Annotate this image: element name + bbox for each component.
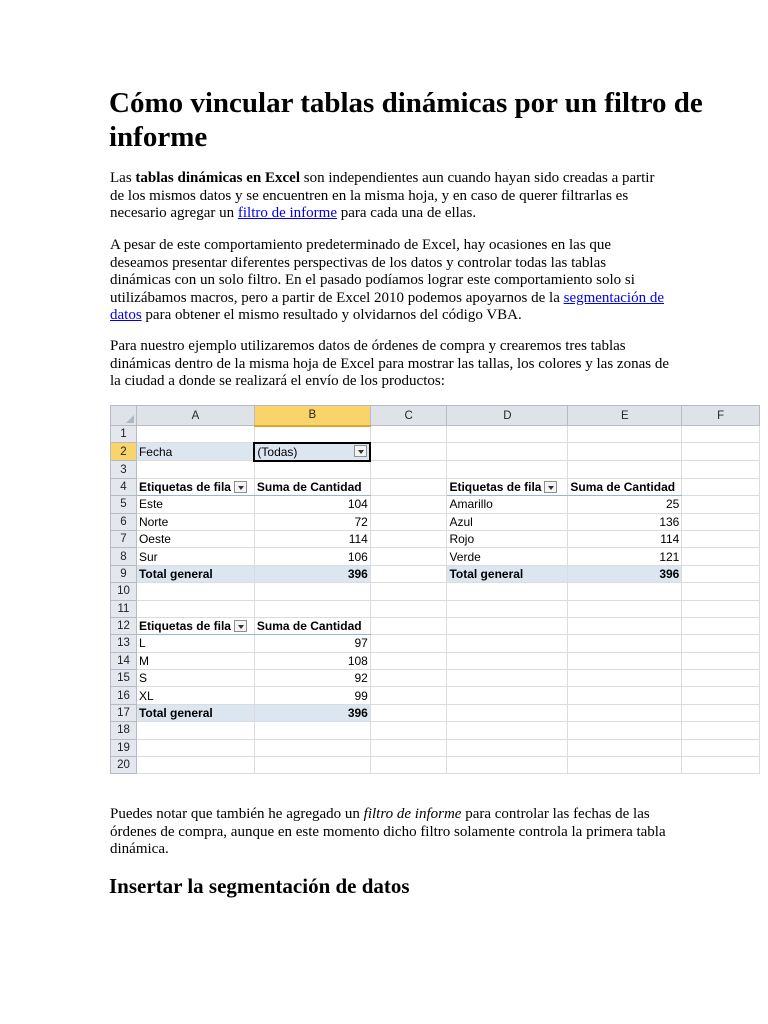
filter-note-paragraph <box>110 806 670 859</box>
table-row <box>111 600 760 617</box>
cell[interactable] <box>447 635 568 652</box>
pivot-zonas-value[interactable]: 104 <box>254 496 370 513</box>
cell[interactable] <box>568 461 682 478</box>
cell[interactable] <box>447 461 568 478</box>
cell[interactable] <box>447 704 568 721</box>
row-number[interactable]: 17 <box>111 704 137 721</box>
cell[interactable] <box>136 600 254 617</box>
cell[interactable] <box>136 461 254 478</box>
table-row <box>111 670 760 687</box>
cell[interactable] <box>370 687 447 704</box>
sheet-grid <box>110 405 760 774</box>
cell[interactable] <box>370 739 447 756</box>
cell[interactable] <box>682 757 760 774</box>
pivot-tallas-value-header[interactable]: Suma de Cantidad <box>254 617 370 634</box>
example-paragraph: Para nuestro ejemplo utilizaremos datos de órdenes de compra y crearemos tres tablas dinámicas dentro de la misma hoja de Excel para mostrar las tallas, los colores y las zonas de la ciudad a donde se realizará el envío de los productos: <box>110 338 669 389</box>
row-number[interactable]: 9 <box>111 565 137 582</box>
table-row <box>111 513 760 530</box>
table-row <box>111 565 760 582</box>
cell[interactable] <box>447 687 568 704</box>
cell[interactable] <box>136 426 254 443</box>
pivot-zonas-label[interactable]: Norte <box>136 513 254 530</box>
row-number[interactable]: 8 <box>111 548 137 565</box>
table-row <box>111 583 760 600</box>
cell[interactable] <box>254 583 370 600</box>
table-row <box>111 722 760 739</box>
cell[interactable] <box>447 617 568 634</box>
cell[interactable] <box>682 739 760 756</box>
cell[interactable] <box>370 443 447 461</box>
pivot-colores-label[interactable]: Amarillo <box>447 496 568 513</box>
pivot-zonas-row-header[interactable] <box>136 478 254 495</box>
pivot-zonas-label[interactable]: Oeste <box>136 530 254 547</box>
cell[interactable] <box>447 652 568 669</box>
cell[interactable] <box>447 600 568 617</box>
row-number[interactable]: 6 <box>111 513 137 530</box>
intro-paragraph <box>110 170 670 223</box>
cell[interactable] <box>682 426 760 443</box>
cell[interactable] <box>568 583 682 600</box>
cell[interactable] <box>370 530 447 547</box>
cell[interactable] <box>254 722 370 739</box>
pivot-tallas-row-header[interactable] <box>136 617 254 634</box>
row-number[interactable]: 16 <box>111 687 137 704</box>
cell[interactable] <box>568 670 682 687</box>
cell[interactable] <box>682 617 760 634</box>
cell[interactable] <box>254 600 370 617</box>
cell[interactable] <box>136 722 254 739</box>
segmentacion-de-datos-link[interactable]: segmentación de datos <box>110 289 664 323</box>
cell[interactable] <box>370 722 447 739</box>
cell[interactable] <box>254 461 370 478</box>
cell[interactable] <box>682 565 760 582</box>
bold-text: tablas dinámicas en Excel <box>135 170 301 186</box>
column-header-d[interactable]: D <box>447 406 568 426</box>
cell[interactable] <box>370 548 447 565</box>
cell[interactable] <box>370 496 447 513</box>
cell[interactable] <box>682 548 760 565</box>
select-all-corner-icon <box>126 415 134 423</box>
column-header-f[interactable]: F <box>682 406 760 426</box>
cell[interactable] <box>370 461 447 478</box>
cell[interactable] <box>682 530 760 547</box>
cell[interactable] <box>370 617 447 634</box>
pivot-tallas-label[interactable]: S <box>136 670 254 687</box>
text: para controlar las fechas de las órdenes de compra, aunque en este momento dicho filtro solamente controla la primera tabla dinámica. <box>110 806 666 857</box>
cell[interactable] <box>370 513 447 530</box>
behavior-paragraph <box>110 237 670 325</box>
text: Las <box>110 170 136 186</box>
text: son independientes aun cuando hayan sido creadas a partir de los mismos datos y se encuentren en la misma hoja, y en caso de querer filtrarlas es necesario agregar un <box>110 170 655 221</box>
cell[interactable] <box>682 583 760 600</box>
table-row <box>111 635 760 652</box>
cell[interactable] <box>568 722 682 739</box>
cell[interactable] <box>370 704 447 721</box>
text: Puedes notar que también he agregado un <box>110 806 364 822</box>
cell[interactable] <box>136 583 254 600</box>
cell[interactable] <box>682 670 760 687</box>
text: para cada una de ellas. <box>337 205 477 221</box>
table-row <box>111 443 760 461</box>
cell[interactable] <box>682 635 760 652</box>
text: para obtener el mismo resultado y olvidarnos del código VBA. <box>141 307 522 323</box>
cell[interactable] <box>447 443 568 461</box>
column-header-b[interactable]: B <box>254 406 370 426</box>
cell[interactable] <box>136 757 254 774</box>
pivot-colores-label[interactable]: Azul <box>447 513 568 530</box>
pivot-tallas-total-value[interactable]: 396 <box>254 704 370 721</box>
cell[interactable] <box>568 617 682 634</box>
cell[interactable] <box>370 670 447 687</box>
text: Etiquetas de fila <box>138 479 231 494</box>
cell[interactable] <box>370 426 447 443</box>
text: A pesar de este comportamiento predeterminado de Excel, hay ocasiones en las que deseamos presentar diferentes perspectivas de los datos y controlar todas las tablas dinámicas con un solo filtro. En el pasado podíamos lograr este comportamiento solo si utilizábamos macros, pero a partir de Excel 2010 podemos apoyarnos de la <box>110 237 635 306</box>
cell[interactable] <box>254 739 370 756</box>
cell[interactable] <box>370 652 447 669</box>
row-number[interactable]: 14 <box>111 652 137 669</box>
table-row <box>111 478 760 495</box>
column-header-e[interactable]: E <box>568 406 682 426</box>
cell[interactable] <box>370 478 447 495</box>
cell[interactable] <box>568 757 682 774</box>
pivot-tallas-value[interactable]: 99 <box>254 687 370 704</box>
cell[interactable] <box>682 722 760 739</box>
cell[interactable] <box>682 704 760 721</box>
column-header-row <box>111 406 760 426</box>
pivot-colores-value[interactable]: 121 <box>568 548 682 565</box>
cell[interactable] <box>254 757 370 774</box>
row-number[interactable]: 3 <box>111 461 137 478</box>
cell[interactable] <box>370 635 447 652</box>
row-number[interactable]: 19 <box>111 739 137 756</box>
row-labels-filter-dropdown-icon[interactable] <box>234 481 247 493</box>
cell[interactable] <box>254 426 370 443</box>
row-number[interactable]: 2 <box>111 443 137 461</box>
italic-text: filtro de informe <box>363 806 462 822</box>
cell[interactable] <box>682 478 760 495</box>
pivot-zonas-value-header[interactable]: Suma de Cantidad <box>254 478 370 495</box>
pivot-colores-value[interactable]: 25 <box>568 496 682 513</box>
table-row <box>111 704 760 721</box>
pivot-tallas-value[interactable]: 108 <box>254 652 370 669</box>
pivot-colores-label[interactable]: Verde <box>447 548 568 565</box>
pivot-colores-value-header[interactable]: Suma de Cantidad <box>568 478 682 495</box>
cell[interactable] <box>447 722 568 739</box>
column-header-c[interactable]: C <box>370 406 447 426</box>
table-row <box>111 548 760 565</box>
row-number[interactable]: 15 <box>111 670 137 687</box>
filter-label-cell[interactable]: Fecha <box>136 443 254 461</box>
cell[interactable] <box>568 704 682 721</box>
cell[interactable] <box>447 670 568 687</box>
text: Etiquetas de fila <box>138 619 231 634</box>
cell[interactable] <box>568 687 682 704</box>
cell[interactable] <box>568 426 682 443</box>
table-row <box>111 652 760 669</box>
cell[interactable] <box>370 757 447 774</box>
pivot-zonas-total-value[interactable]: 396 <box>254 565 370 582</box>
filtro-de-informe-link[interactable]: filtro de informe <box>237 205 337 221</box>
cell[interactable] <box>682 600 760 617</box>
cell[interactable] <box>136 739 254 756</box>
cell[interactable] <box>568 443 682 461</box>
row-labels-filter-dropdown-icon[interactable] <box>544 481 557 493</box>
column-header-a[interactable]: A <box>136 406 254 426</box>
pivot-zonas-value[interactable]: 106 <box>254 548 370 565</box>
cell[interactable] <box>568 635 682 652</box>
pivot-colores-value[interactable]: 136 <box>568 513 682 530</box>
row-number[interactable]: 13 <box>111 635 137 652</box>
cell[interactable] <box>568 652 682 669</box>
pivot-tallas-label[interactable]: XL <box>136 687 254 704</box>
table-row <box>111 739 760 756</box>
pivot-colores-value[interactable]: 114 <box>568 530 682 547</box>
row-number[interactable]: 5 <box>111 496 137 513</box>
row-number[interactable]: 10 <box>111 583 137 600</box>
excel-spreadsheet <box>110 405 760 791</box>
row-number[interactable]: 1 <box>111 426 137 443</box>
table-row <box>111 496 760 513</box>
cell[interactable] <box>568 739 682 756</box>
cell[interactable] <box>682 443 760 461</box>
row-number[interactable]: 11 <box>111 600 137 617</box>
row-number[interactable]: 18 <box>111 722 137 739</box>
row-number[interactable]: 4 <box>111 478 137 495</box>
pivot-zonas-value[interactable]: 114 <box>254 530 370 547</box>
cell[interactable] <box>370 600 447 617</box>
pivot-tallas-value[interactable]: 97 <box>254 635 370 652</box>
cell[interactable] <box>447 757 568 774</box>
cell[interactable] <box>682 687 760 704</box>
cell[interactable] <box>370 565 447 582</box>
cell[interactable] <box>447 583 568 600</box>
row-labels-filter-dropdown-icon[interactable] <box>234 620 247 632</box>
cell[interactable] <box>447 426 568 443</box>
cell[interactable] <box>682 496 760 513</box>
cell[interactable] <box>568 600 682 617</box>
pivot-zonas-label[interactable]: Sur <box>136 548 254 565</box>
pivot-colores-total-value[interactable]: 396 <box>568 565 682 582</box>
row-number[interactable]: 12 <box>111 617 137 634</box>
text: Etiquetas de fila <box>449 479 542 494</box>
row-number[interactable]: 7 <box>111 530 137 547</box>
filter-value-cell[interactable] <box>254 443 370 461</box>
pivot-colores-row-header[interactable] <box>447 478 568 495</box>
pivot-colores-label[interactable]: Rojo <box>447 530 568 547</box>
pivot-colores-total-label[interactable]: Total general <box>447 565 568 582</box>
table-row <box>111 426 760 443</box>
cell[interactable] <box>682 652 760 669</box>
pivot-zonas-label[interactable]: Este <box>136 496 254 513</box>
pivot-zonas-value[interactable]: 72 <box>254 513 370 530</box>
cell[interactable] <box>682 461 760 478</box>
cell[interactable] <box>447 739 568 756</box>
table-row <box>111 687 760 704</box>
section-heading: Insertar la segmentación de datos <box>109 874 410 898</box>
row-number[interactable]: 20 <box>111 757 137 774</box>
cell[interactable] <box>682 513 760 530</box>
pivot-tallas-value[interactable]: 92 <box>254 670 370 687</box>
filter-value: (Todas) <box>257 444 298 459</box>
table-row <box>111 530 760 547</box>
pivot-tallas-label[interactable]: M <box>136 652 254 669</box>
pivot-tallas-total-label[interactable]: Total general <box>136 704 254 721</box>
filter-dropdown-icon[interactable] <box>354 445 367 457</box>
table-row <box>111 461 760 478</box>
pivot-tallas-label[interactable]: L <box>136 635 254 652</box>
pivot-zonas-total-label[interactable]: Total general <box>136 565 254 582</box>
table-row <box>111 757 760 774</box>
page-title: Cómo vincular tablas dinámicas por un filtro de informe <box>109 87 703 153</box>
cell[interactable] <box>370 583 447 600</box>
table-row <box>111 617 760 634</box>
